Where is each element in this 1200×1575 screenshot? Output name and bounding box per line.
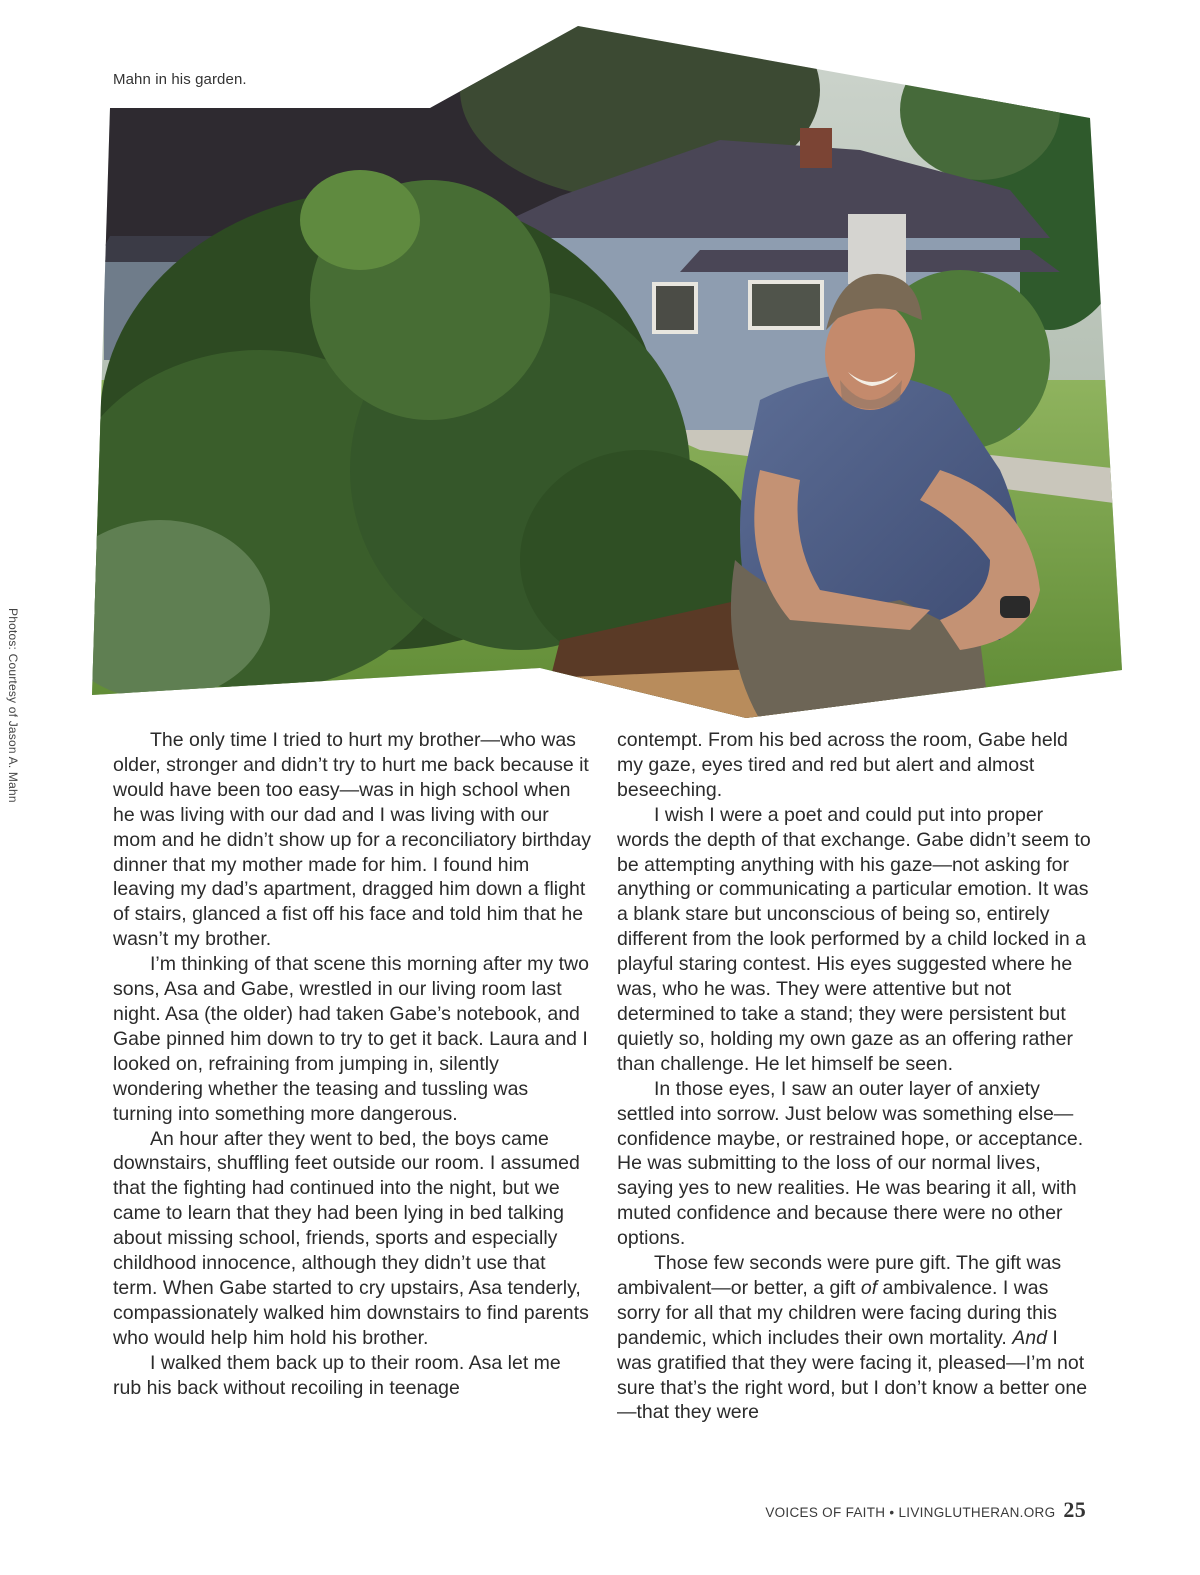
paragraph: I’m thinking of that scene this morning after my two sons, Asa and Gabe, wrestled in our living room last night. Asa (the older) had taken Gabe’s notebook, and Gabe pinned him down to try to get it back. Laura and I looked on, refraining from jumping in, silently wondering whether the teasing and tussling was turning into something more dangerous. [113,953,589,1125]
paragraph [617,1251,1095,1425]
paragraph-continuation: contempt. From his bed across the room, Gabe held my gaze, eyes tired and red but alert and almost beseeching. [617,729,1068,801]
paragraph: In those eyes, I saw an outer layer of anxiety settled into sorrow. Just below was something else—confidence maybe, or restrained hope, or acceptance. He was submitting to the loss of our normal lives, saying yes to new realities. He was bearing it all, with muted confidence and because there were no other options. [617,1077,1084,1250]
photo-caption: Mahn in his garden. [113,71,247,88]
paragraph: An hour after they went to bed, the boys came downstairs, shuffling feet outside our room. I assumed that the fighting had continued into the night, but we came to learn that they had been lying in bed talking about missing school, friends, sports and especially childhood innocence, although they didn’t use that term. When Gabe started to cry upstairs, Asa tenderly, compassionately walked him downstairs to find parents who would help him hold his brother. [113,1127,589,1349]
footer-section-label: VOICES OF FAITH • LIVINGLUTHERAN.ORG [765,1505,1056,1520]
text-run: ambivalence. I was sorry for all that my children were facing during this pandemic, which includes their own mortality. [617,1276,1058,1349]
page-number: 25 [1063,1497,1086,1522]
article-column-left [113,728,591,1400]
italic-run: And [1012,1326,1047,1349]
article-column-right [617,728,1095,1425]
page-footer [765,1497,1086,1523]
paragraph: I walked them back up to their room. Asa let me rub his back without recoiling in teenage [113,1351,561,1399]
text-run: Those few seconds were pure gift. The gift was ambivalent—or better, a gift [617,1252,1062,1299]
paragraph: The only time I tried to hurt my brother—who was older, stronger and didn’t try to hurt me back because it would have been too easy—was in high school when he was living with our dad and I was living with our mom and he didn’t show up for a reconciliatory birthday dinner that my mother made for him. I found him leaving my dad’s apartment, dragged him down a flight of stairs, glanced a fist off his face and told him that he wasn’t my brother. [113,729,591,951]
italic-run: of [860,1276,878,1299]
text-run: I was gratified that they were facing it, pleased—I’m not sure that’s the right word, but I don’t know a better one—that they were [617,1326,1088,1424]
garden-photo [0,0,1200,730]
paragraph: I wish I were a poet and could put into proper words the depth of that exchange. Gabe didn’t seem to be attempting anything with his gaze—not asking for anything or communicating a particular emotion. It was a blank stare but unconscious of being so, entirely different from the look performed by a child locked in a playful staring contest. His eyes suggested where he was, who he was. They were attentive but not determined to take a stand; they were persistent but quietly so, holding my own gaze as an offering rather than challenge. He let himself be seen. [617,803,1091,1075]
photo-credit: Photos: Courtesy of Jason A. Mahn [6,608,20,803]
